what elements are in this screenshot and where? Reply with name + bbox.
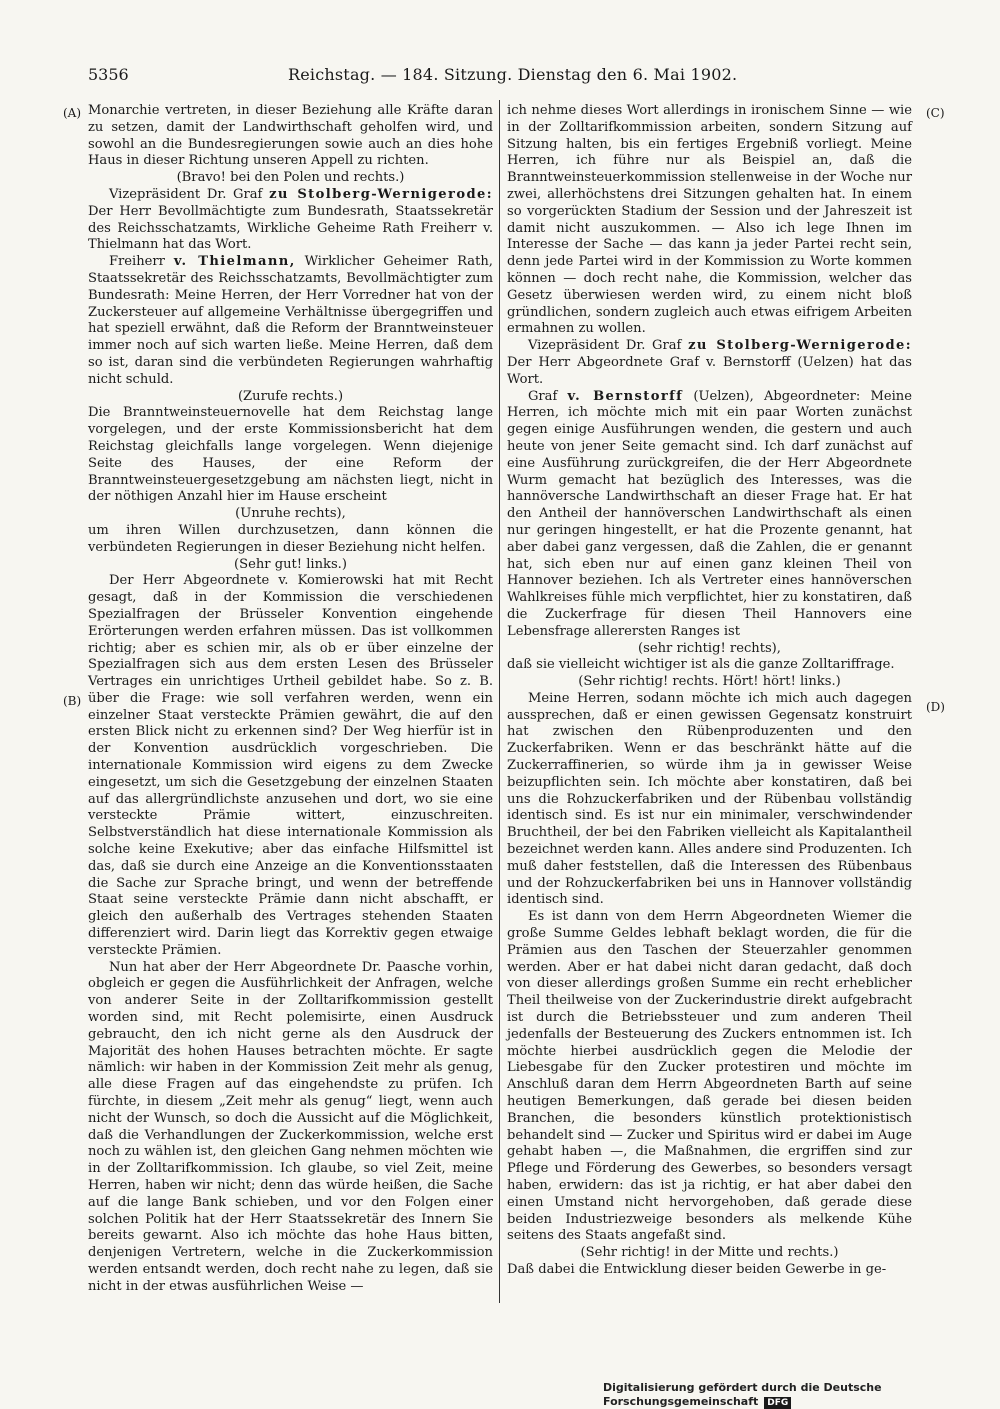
speaker-name: zu Stolberg-Wernigerode: (269, 186, 493, 202)
page-header (88, 63, 900, 87)
speaker-name: v. Thielmann, (173, 254, 296, 270)
reaction-note: (Sehr richtig! in der Mitte und rechts.) (580, 1245, 839, 1261)
reaction-note: (Unruhe rechts), (235, 506, 346, 522)
paragraph: daß sie vielleicht wichtiger ist als die ganze Zolltariffrage. (507, 657, 895, 673)
speech-text: Der Herr Abgeordnete Graf v. Bernstorff (Uelzen) hat das Wort. (507, 354, 912, 387)
paragraph: Der Herr Abgeordnete v. Komierowski hat mit Recht gesagt, daß in der Kommission die verschiedenen Spezialfragen der Brüsseler Konvention eingehende Erörterungen werden erfahren müssen. Das ist vollkommen richtig; aber es schien mir, als ob er über einzelne der Spezialfragen sich aus dem ersten Lesen des Brüsseler Vertrages ein unrichtiges Urtheil gebildet habe. So z. B. über die Frage: wie soll verfahren werden, wenn ein einzelner Staat versteckte Prämien gewährt, die auf den ersten Blick nicht zu erkennen sind? Der Weg hierfür ist in der Konvention ausdrücklich vorgeschrieben. Die internationale Kommission wird eigens zu dem Zwecke eingesetzt, um sich die Gesetzgebung der einzelnen Staaten auf das allergründlichste anzusehen und dort, wo sie eine versteckte Prämie wittert, einzuschreiten. Selbstverständlich hat diese internationale Kommission als solche keine Exekutive; aber das einfache Hilfsmittel ist das, daß sie durch eine Anzeige an die Konventionsstaaten die Sache zur Sprache bringt, und wenn der betreffende Staat seine versteckte Prämie dann nicht abschafft, er gleich den außerhalb des Vertrages stehenden Staaten differenziert wird. Darin liegt das Korrektiv gegen etwaige versteckte Prämien. (88, 573, 493, 958)
speaker-paragraph (88, 187, 493, 254)
paragraph: Daß dabei die Entwicklung dieser beiden Gewerbe in ge- (507, 1261, 887, 1277)
left-column (88, 103, 493, 1296)
digitization-credit (603, 1381, 1000, 1408)
speaker-intro: Vizepräsident Dr. Graf (527, 338, 682, 354)
paragraph: ich nehme dieses Wort allerdings in ironischem Sinne — wie in der Zolltarifkommission arbeiten, sondern Sitzung auf Sitzung halten, bis ein fertiges Ergebniß vorliegt. Meine Herren, ich führe nur als Beispiel an, daß die Branntweinsteuerkommission stellenweise in der Woche nur zwei, allerhöchstens drei Sitzungen gehalten hat. In einem so vorgerückten Stadium der Session und der Jahreszeit ist damit nicht auszukommen. — Also ich lege Ihnen im Interesse der Sache — das kann ja jeder Partei recht sein, denn jede Partei wird in der Kommission zu Worte kommen können — doch recht nahe, die Kommission, welcher das Gesetz überwiesen werden wird, zu einem nicht bloß gründlichen, sondern zugleich auch etwas eifrigem Arbeiten ermahnen zu wollen. (507, 103, 912, 337)
paragraph: Die Branntweinsteuernovelle hat dem Reichstag lange vorgelegen, und der erste Kommissionsbericht hat dem Reichstag gleichfalls lange vorgelegen. Wenn diejenige Seite des Hauses, der eine Reform der Branntweinsteuergesetzgebung am nächsten liegt, nicht in der nöthigen Anzahl hier im Hause erscheint (88, 405, 493, 505)
running-title: Reichstag. — 184. Sitzung. Dienstag den 6. Mai 1902. (288, 65, 738, 84)
reaction-note: (sehr richtig! rechts), (638, 640, 781, 656)
paragraph: Meine Herren, sodann möchte ich mich auch dagegen aussprechen, daß er einen gewissen Gegensatz konstruirt hat zwischen den Rübenproduzenten und den Zuckerfabriken. Wenn er das beschränkt hätte auf die Zuckerraffinerien, so würde ihm ja in gewisser Weise beizupflichten sein. Ich möchte aber konstatiren, daß bei uns die Rohzuckerfabriken und der Rübenbau vollständig identisch sind. Es ist nur ein minimaler, verschwindender Bruchtheil, der bei den Fabriken vielleicht als Kapitalantheil bezeichnet werden kann. Alles andere sind Produzenten. Ich muß daher feststellen, daß die Interessen des Rübenbaus und der Rohzuckerfabriken bei uns in Hannover vollständig identisch sind. (507, 690, 912, 908)
speech-text: Der Herr Bevollmächtigte zum Bundesrath, Staatssekretär des Reichsschatzamts, Wirkliche Geheime Rath Freiherr v. Thielmann hat das Wort. (88, 203, 493, 253)
credit-text: Digitalisierung gefördert durch die Deutsche Forschungsgemeinschaft (603, 1381, 882, 1408)
reaction-note: (Sehr richtig! rechts. Hört! hört! links.) (578, 674, 841, 690)
reaction-note: (Bravo! bei den Polen und rechts.) (176, 170, 405, 186)
dfg-logo: DFG (764, 1397, 791, 1409)
speech-text: (Uelzen), Abgeordneter: Meine Herren, ich möchte mich mit ein paar Worten zunächst gegen einige Ausführungen wenden, die gestern und auch heute von jener Seite gemacht sind. Ich darf zunächst auf eine Ausführung zurückgreifen, die der Herr Abgeordnete Wurm gemacht hat bezüglich des Interesses, was die hannöversche Landwirthschaft an dieser Frage hat. Er hat den Antheil der hannöverschen Landwirthschaft als einen nur geringen hingestellt, er hat die Prozente genannt, hat aber dabei ganz vergessen, daß die Zahlen, die er genannt hat, sich eben nur auf einen ganz kleinen Theil von Hannover beziehen. Ich als Vertreter eines hannöverschen Wahlkreises fühle mich verpflichtet, hier zu konstatiren, daß die Zuckerfrage für diesen Theil Hannovers eine Lebensfrage allerersten Ranges ist (507, 388, 912, 639)
paragraph: Es ist dann von dem Herrn Abgeordneten Wiemer die große Summe Geldes lebhaft beklagt worden, die für die Prämien aus den Taschen der Steuerzahler genommen werden. Aber er hat dabei nicht daran gedacht, daß doch von dieser allerdings großen Summe ein recht erheblicher Theil theilweise von der Zuckerindustrie direkt aufgebracht ist durch die Betriebssteuer und zum anderen Theil jedenfalls der Besteuerung des Zuckers entnommen ist. Ich möchte hierbei ausdrücklich gegen die Melodie der Liebesgabe für den Zucker protestiren und möchte im Anschluß daran dem Herrn Abgeordneten Barth auf seine heutigen Bemerkungen, daß gerade bei diesen beiden Branchen, die besonders künstlich protektionistisch behandelt sind — Zucker und Spiritus wird er dabei im Auge gehabt haben —, die Maßnahmen, die ergriffen sind zur Pflege und Förderung des Gewerbes, so besonders versagt haben, erwidern: das ist ja richtig, er hat aber dabei den einen Umstand nicht hervorgehoben, daß gerade diese beiden Industriezweige besonders als melkende Kühe seitens des Staats angefaßt sind. (507, 909, 912, 1244)
reaction-note: (Sehr gut! links.) (234, 556, 347, 572)
column-divider (499, 100, 500, 1303)
speaker-paragraph (88, 254, 493, 388)
speaker-paragraph (507, 338, 912, 388)
margin-marker-d: (D) (926, 700, 945, 714)
speaker-intro: Vizepräsident Dr. Graf (108, 186, 263, 202)
paragraph: um ihren Willen durchzusetzen, dann können die verbündeten Regierungen in dieser Beziehung nicht helfen. (88, 522, 493, 555)
speaker-paragraph (507, 389, 912, 641)
page-number: 5356 (88, 65, 129, 84)
speaker-name: v. Bernstorff (567, 388, 684, 404)
reaction-note: (Zurufe rechts.) (237, 388, 344, 404)
margin-marker-b: (B) (63, 694, 82, 708)
margin-marker-a: (A) (63, 106, 82, 120)
right-column (507, 103, 912, 1279)
margin-marker-c: (C) (926, 106, 945, 120)
paragraph: Nun hat aber der Herr Abgeordnete Dr. Paasche vorhin, obgleich er gegen die Ausführlichkeit der Anfragen, welche von anderer Seite in der Zolltarifkommission gestellt worden sind, mit Recht polemisirte, einen Ausdruck gebraucht, den ich nicht gerne als den Ausdruck der Majorität des hohen Hauses betrachten möchte. Er sagte nämlich: wir haben in der Kommission Zeit mehr als genug, alle diese Fragen auf das eingehendste zu prüfen. Ich fürchte, in diesem „Zeit mehr als genug“ liegt, wenn auch nicht der Wunsch, so doch die Aussicht auf die Möglichkeit, daß die Verhandlungen der Zuckerkommission, welche erst noch zu wählen ist, den gleichen Gang nehmen möchten wie in der Zolltarifkommission. Ich glaube, so viel Zeit, meine Herren, haben wir nicht; denn das würde heißen, die Sache auf die lange Bank schieben, und vor den Folgen einer solchen Politik hat der Herr Staatssekretär des Innern Sie bereits gewarnt. Also ich möchte das hohe Haus bitten, denjenigen Vertretern, welche in die Zuckerkommission werden entsandt werden, doch recht nahe zu legen, daß sie nicht in der etwas ausführlichen Weise — (88, 959, 493, 1294)
speaker-intro: Freiherr (108, 254, 165, 270)
speaker-name: zu Stolberg-Wernigerode: (688, 338, 912, 354)
speaker-intro: Graf (527, 388, 558, 404)
speech-text: Wirklicher Geheimer Rath, Staatssekretär des Reichsschatzamts, Bevollmächtigter zum Bundesrath: Meine Herren, der Herr Vorredner hat von der Zuckersteuer auf allgemeine Verhältnisse übergegriffen und hat speziell erwähnt, daß die Reform der Branntweinsteuer immer noch auf sich warten ließe. Meine Herren, daß dem so ist, daran sind die verbündeten Regierungen wahrhaftig nicht schuld. (88, 254, 493, 387)
paragraph: Monarchie vertreten, in dieser Beziehung alle Kräfte daran zu setzen, damit der Landwirthschaft geholfen wird, und sowohl an die Bundesregierungen sowie auch an dies hohe Haus in dieser Richtung unseren Appell zu richten. (88, 103, 493, 169)
